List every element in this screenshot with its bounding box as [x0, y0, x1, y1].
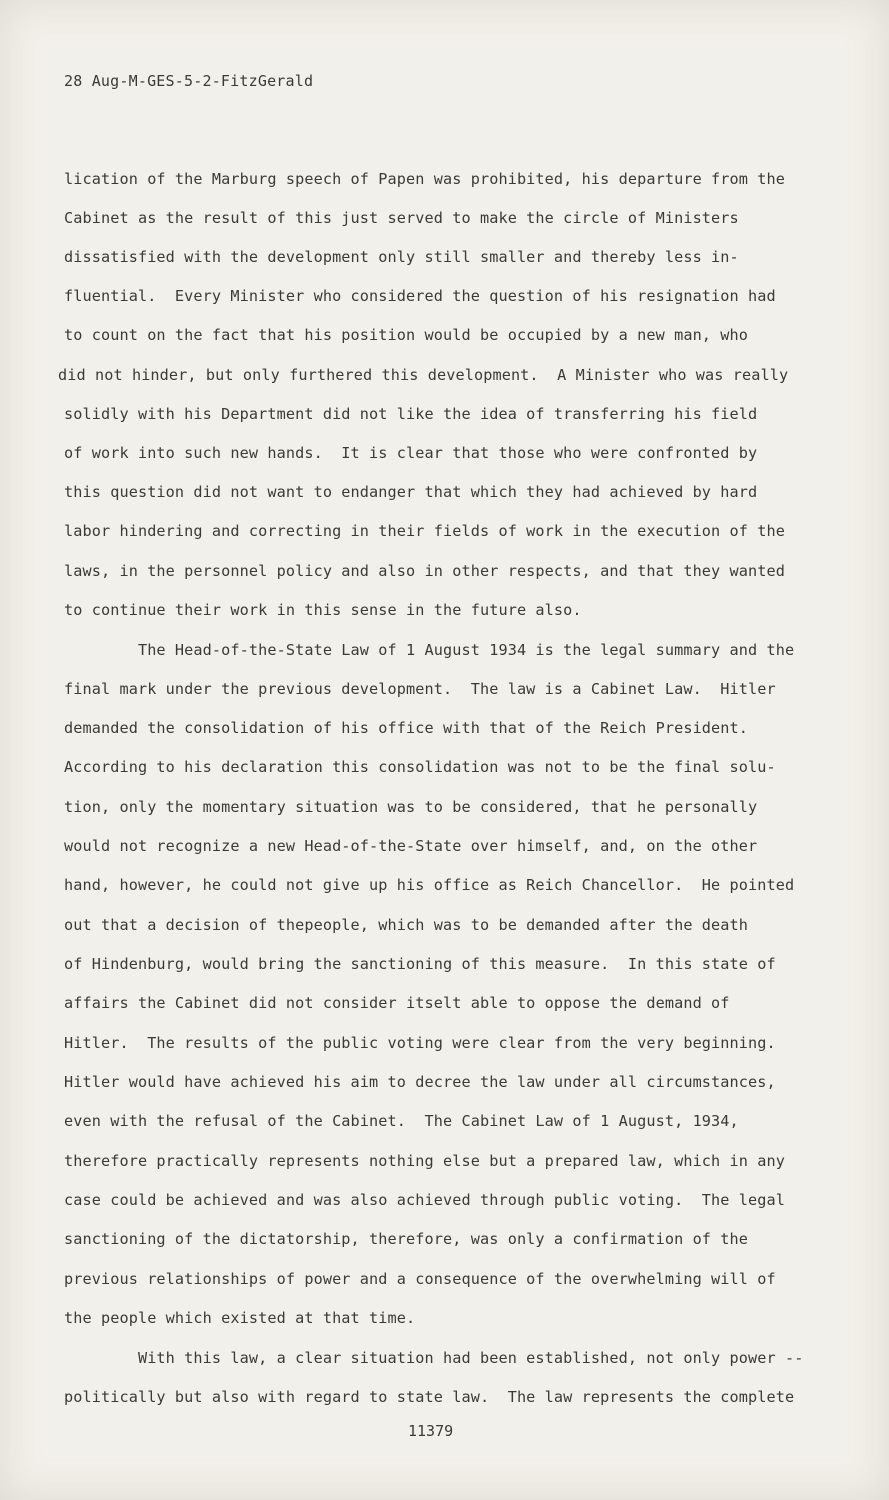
text-line: dissatisfied with the development only still smaller and thereby less in-: [64, 248, 739, 266]
page-number: 11379: [408, 1422, 454, 1440]
text-line: to continue their work in this sense in the future also.: [64, 601, 582, 619]
text-line: therefore practically represents nothing else but a prepared law, which in any: [64, 1152, 786, 1170]
text-line: laws, in the personnel policy and also in other respects, and that they wanted: [64, 562, 786, 580]
text-line: of work into such new hands. It is clear that those who were confronted by: [64, 444, 758, 462]
text-line: lication of the Marburg speech of Papen was prohibited, his departure from the: [64, 170, 786, 188]
text-line: With this law, a clear situation had been established, not only power --: [64, 1349, 804, 1367]
text-line: this question did not want to endanger that which they had achieved by hard: [64, 483, 758, 501]
text-line: out that a decision of thepeople, which was to be demanded after the death: [64, 916, 749, 934]
text-line: affairs the Cabinet did not consider itselt able to oppose the demand of: [64, 994, 730, 1012]
text-line: tion, only the momentary situation was to be considered, that he personally: [64, 798, 758, 816]
text-line: hand, however, he could not give up his office as Reich Chancellor. He pointed: [64, 876, 795, 894]
text-line: case could be achieved and was also achieved through public voting. The legal: [64, 1191, 786, 1209]
text-line: demanded the consolidation of his office with that of the Reich President.: [64, 719, 749, 737]
text-line: solidly with his Department did not like the idea of transferring his field: [64, 405, 758, 423]
text-line: previous relationships of power and a consequence of the overwhelming will of: [64, 1270, 776, 1288]
text-line: would not recognize a new Head-of-the-State over himself, and, on the other: [64, 837, 758, 855]
text-line: of Hindenburg, would bring the sanctioning of this measure. In this state of: [64, 955, 776, 973]
text-line: Hitler would have achieved his aim to decree the law under all circumstances,: [64, 1073, 776, 1091]
text-line: to count on the fact that his position would be occupied by a new man, who: [64, 326, 749, 344]
text-line: even with the refusal of the Cabinet. The Cabinet Law of 1 August, 1934,: [64, 1112, 739, 1130]
text-line: politically but also with regard to state law. The law represents the complete: [64, 1388, 795, 1406]
text-line: labor hindering and correcting in their fields of work in the execution of the: [64, 522, 786, 540]
text-line: Hitler. The results of the public voting were clear from the very beginning.: [64, 1034, 776, 1052]
text-line: According to his declaration this consolidation was not to be the final solu-: [64, 758, 776, 776]
text-line: sanctioning of the dictatorship, therefore, was only a confirmation of the: [64, 1230, 749, 1248]
text-line: did not hinder, but only furthered this development. A Minister who was really: [58, 366, 789, 384]
text-line: the people which existed at that time.: [64, 1309, 416, 1327]
text-line: fluential. Every Minister who considered the question of his resignation had: [64, 287, 776, 305]
text-line: Cabinet as the result of this just served to make the circle of Ministers: [64, 209, 739, 227]
document-reference: 28 Aug-M-GES-5-2-FitzGerald: [64, 72, 314, 90]
text-line: final mark under the previous development. The law is a Cabinet Law. Hitler: [64, 680, 776, 698]
text-line: The Head-of-the-State Law of 1 August 1934 is the legal summary and the: [64, 641, 795, 659]
